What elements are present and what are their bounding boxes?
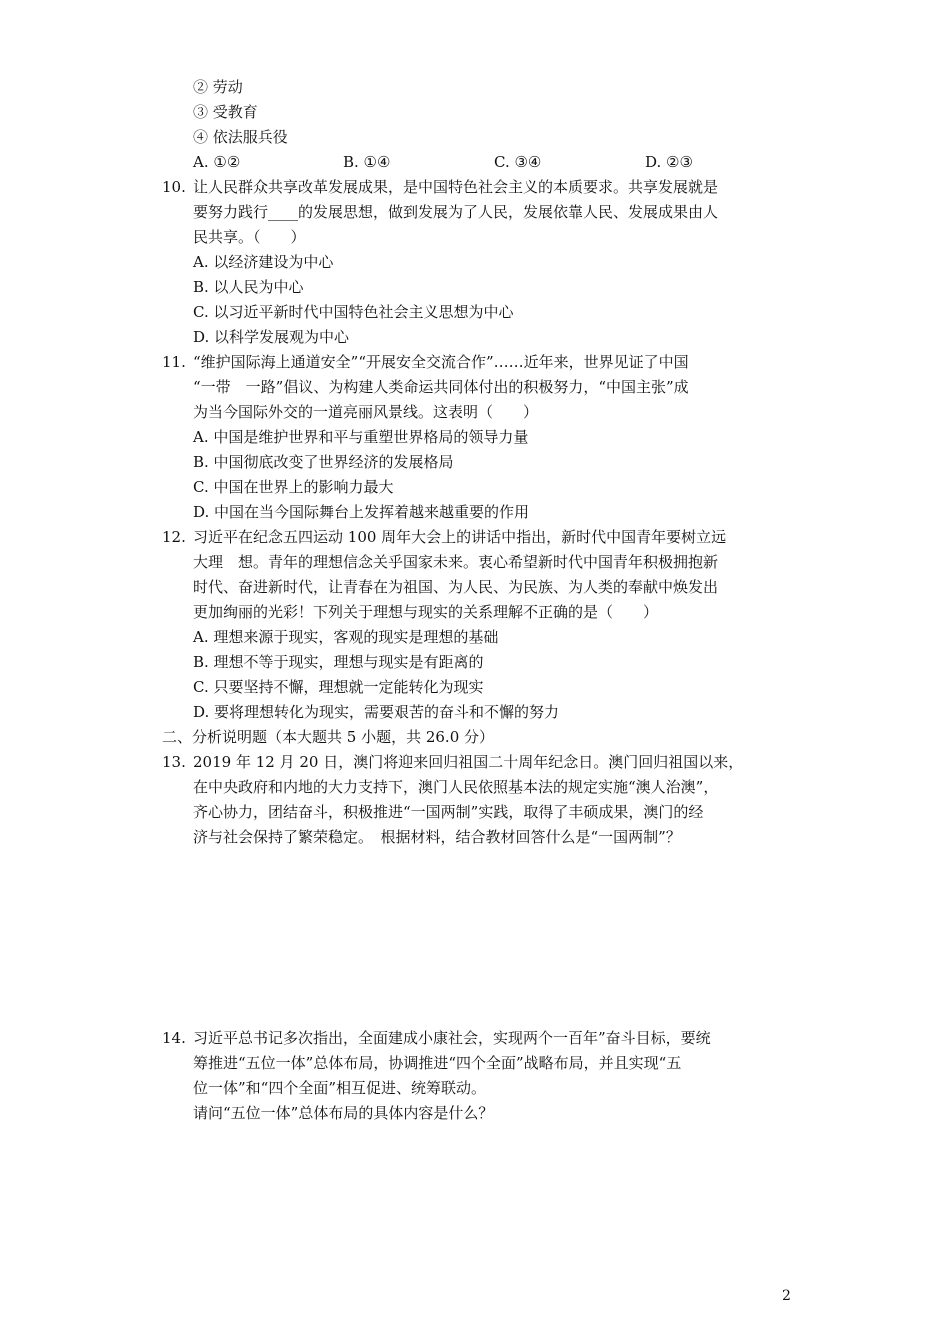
q11-stem-line: “一带 一路”倡议、为构建人类命运共同体付出的积极努力，“中国主张”成 (193, 378, 689, 396)
q12-stem-line: 大理 想。青年的理想信念关乎国家未来。衷心希望新时代中国青年积极拥抱新 (193, 553, 719, 571)
q9-item: ② 劳动 (193, 78, 243, 96)
q10-option-a: A. 以经济建设为中心 (193, 253, 334, 271)
q13-stem-line: 2019 年 12 月 20 日，澳门将迎来回归祖国二十周年纪念日。澳门回归祖国以来， (193, 753, 744, 771)
q9-option-c: C. ③④ (494, 153, 542, 171)
q12-stem-line: 习近平在纪念五四运动 100 周年大会上的讲话中指出，新时代中国青年要树立远 (193, 528, 727, 546)
q13-stem-line: 齐心协力，团结奋斗，积极推进“一国两制”实践，取得了丰硕成果，澳门的经 (193, 803, 704, 821)
q11-option-a: A. 中国是维护世界和平与重塑世界格局的领导力量 (193, 428, 529, 446)
q9-options (0, 152, 950, 172)
q14-stem-line: 习近平总书记多次指出，全面建成小康社会，实现两个一百年”奋斗目标，要统 (193, 1029, 711, 1047)
q14-stem-line: 位一体”和“四个全面”相互促进、统筹联动。 (193, 1079, 487, 1097)
q11-option-c: C. 中国在世界上的影响力最大 (193, 478, 394, 496)
q10-option-c: C. 以习近平新时代中国特色社会主义思想为中心 (193, 303, 514, 321)
page-number: 2 (782, 1288, 791, 1304)
q11-stem-line: 为当今国际外交的一道亮丽风景线。这表明（ ） (193, 403, 539, 421)
q12-stem-line: 时代、奋进新时代，让青春在为祖国、为人民、为民族、为人类的奉献中焕发出 (193, 578, 719, 596)
q9-option-d: D. ②③ (645, 153, 693, 171)
q11-number: 11. (162, 353, 186, 371)
q13-stem-line: 济与社会保持了繁荣稳定。 根据材料，结合教材回答什么是“一国两制”？ (193, 828, 681, 846)
q9-option-a: A. ①② (193, 153, 241, 171)
q12-option-c: C. 只要坚持不懈，理想就一定能转化为现实 (193, 678, 484, 696)
q10-option-b: B. 以人民为中心 (193, 278, 304, 296)
q9-option-b: B. ①④ (343, 153, 391, 171)
section-heading: 二、分析说明题（本大题共 5 小题，共 26.0 分） (162, 728, 495, 746)
q14-number: 14. (162, 1029, 186, 1047)
q11-stem-line: “维护国际海上通道安全”“开展安全交流合作”……近年来，世界见证了中国 (193, 353, 689, 371)
q9-item: ③ 受教育 (193, 103, 258, 121)
q14-stem-line: 筹推进“五位一体”总体布局，协调推进“四个全面”战略布局，并且实现“五 (193, 1054, 682, 1072)
q9-item: ④ 依法服兵役 (193, 128, 288, 146)
q12-stem-line: 更加绚丽的光彩！下列关于理想与现实的关系理解不正确的是（ ） (193, 603, 659, 621)
q13-stem-line: 在中央政府和内地的大力支持下，澳门人民依照基本法的规定实施“澳人治澳”， (193, 778, 719, 796)
q10-stem-line: 让人民群众共享改革发展成果，是中国特色社会主义的本质要求。共享发展就是 (193, 178, 719, 196)
q10-stem-line: 民共享。（ ） (193, 228, 306, 246)
q12-option-b: B. 理想不等于现实，理想与现实是有距离的 (193, 653, 484, 671)
q13-number: 13. (162, 753, 186, 771)
q10-stem-line: 要努力践行____的发展思想，做到发展为了人民，发展依靠人民、发展成果由人 (193, 203, 719, 221)
q11-option-d: D. 中国在当今国际舞台上发挥着越来越重要的作用 (193, 503, 530, 521)
q12-option-d: D. 要将理想转化为现实，需要艰苦的奋斗和不懈的努力 (193, 703, 560, 721)
q12-number: 12. (162, 528, 186, 546)
q14-question-line: 请问“五位一体”总体布局的具体内容是什么？ (193, 1104, 494, 1122)
q10-option-d: D. 以科学发展观为中心 (193, 328, 350, 346)
q11-option-b: B. 中国彻底改变了世界经济的发展格局 (193, 453, 454, 471)
q10-number: 10. (162, 178, 186, 196)
q12-option-a: A. 理想来源于现实，客观的现实是理想的基础 (193, 628, 499, 646)
